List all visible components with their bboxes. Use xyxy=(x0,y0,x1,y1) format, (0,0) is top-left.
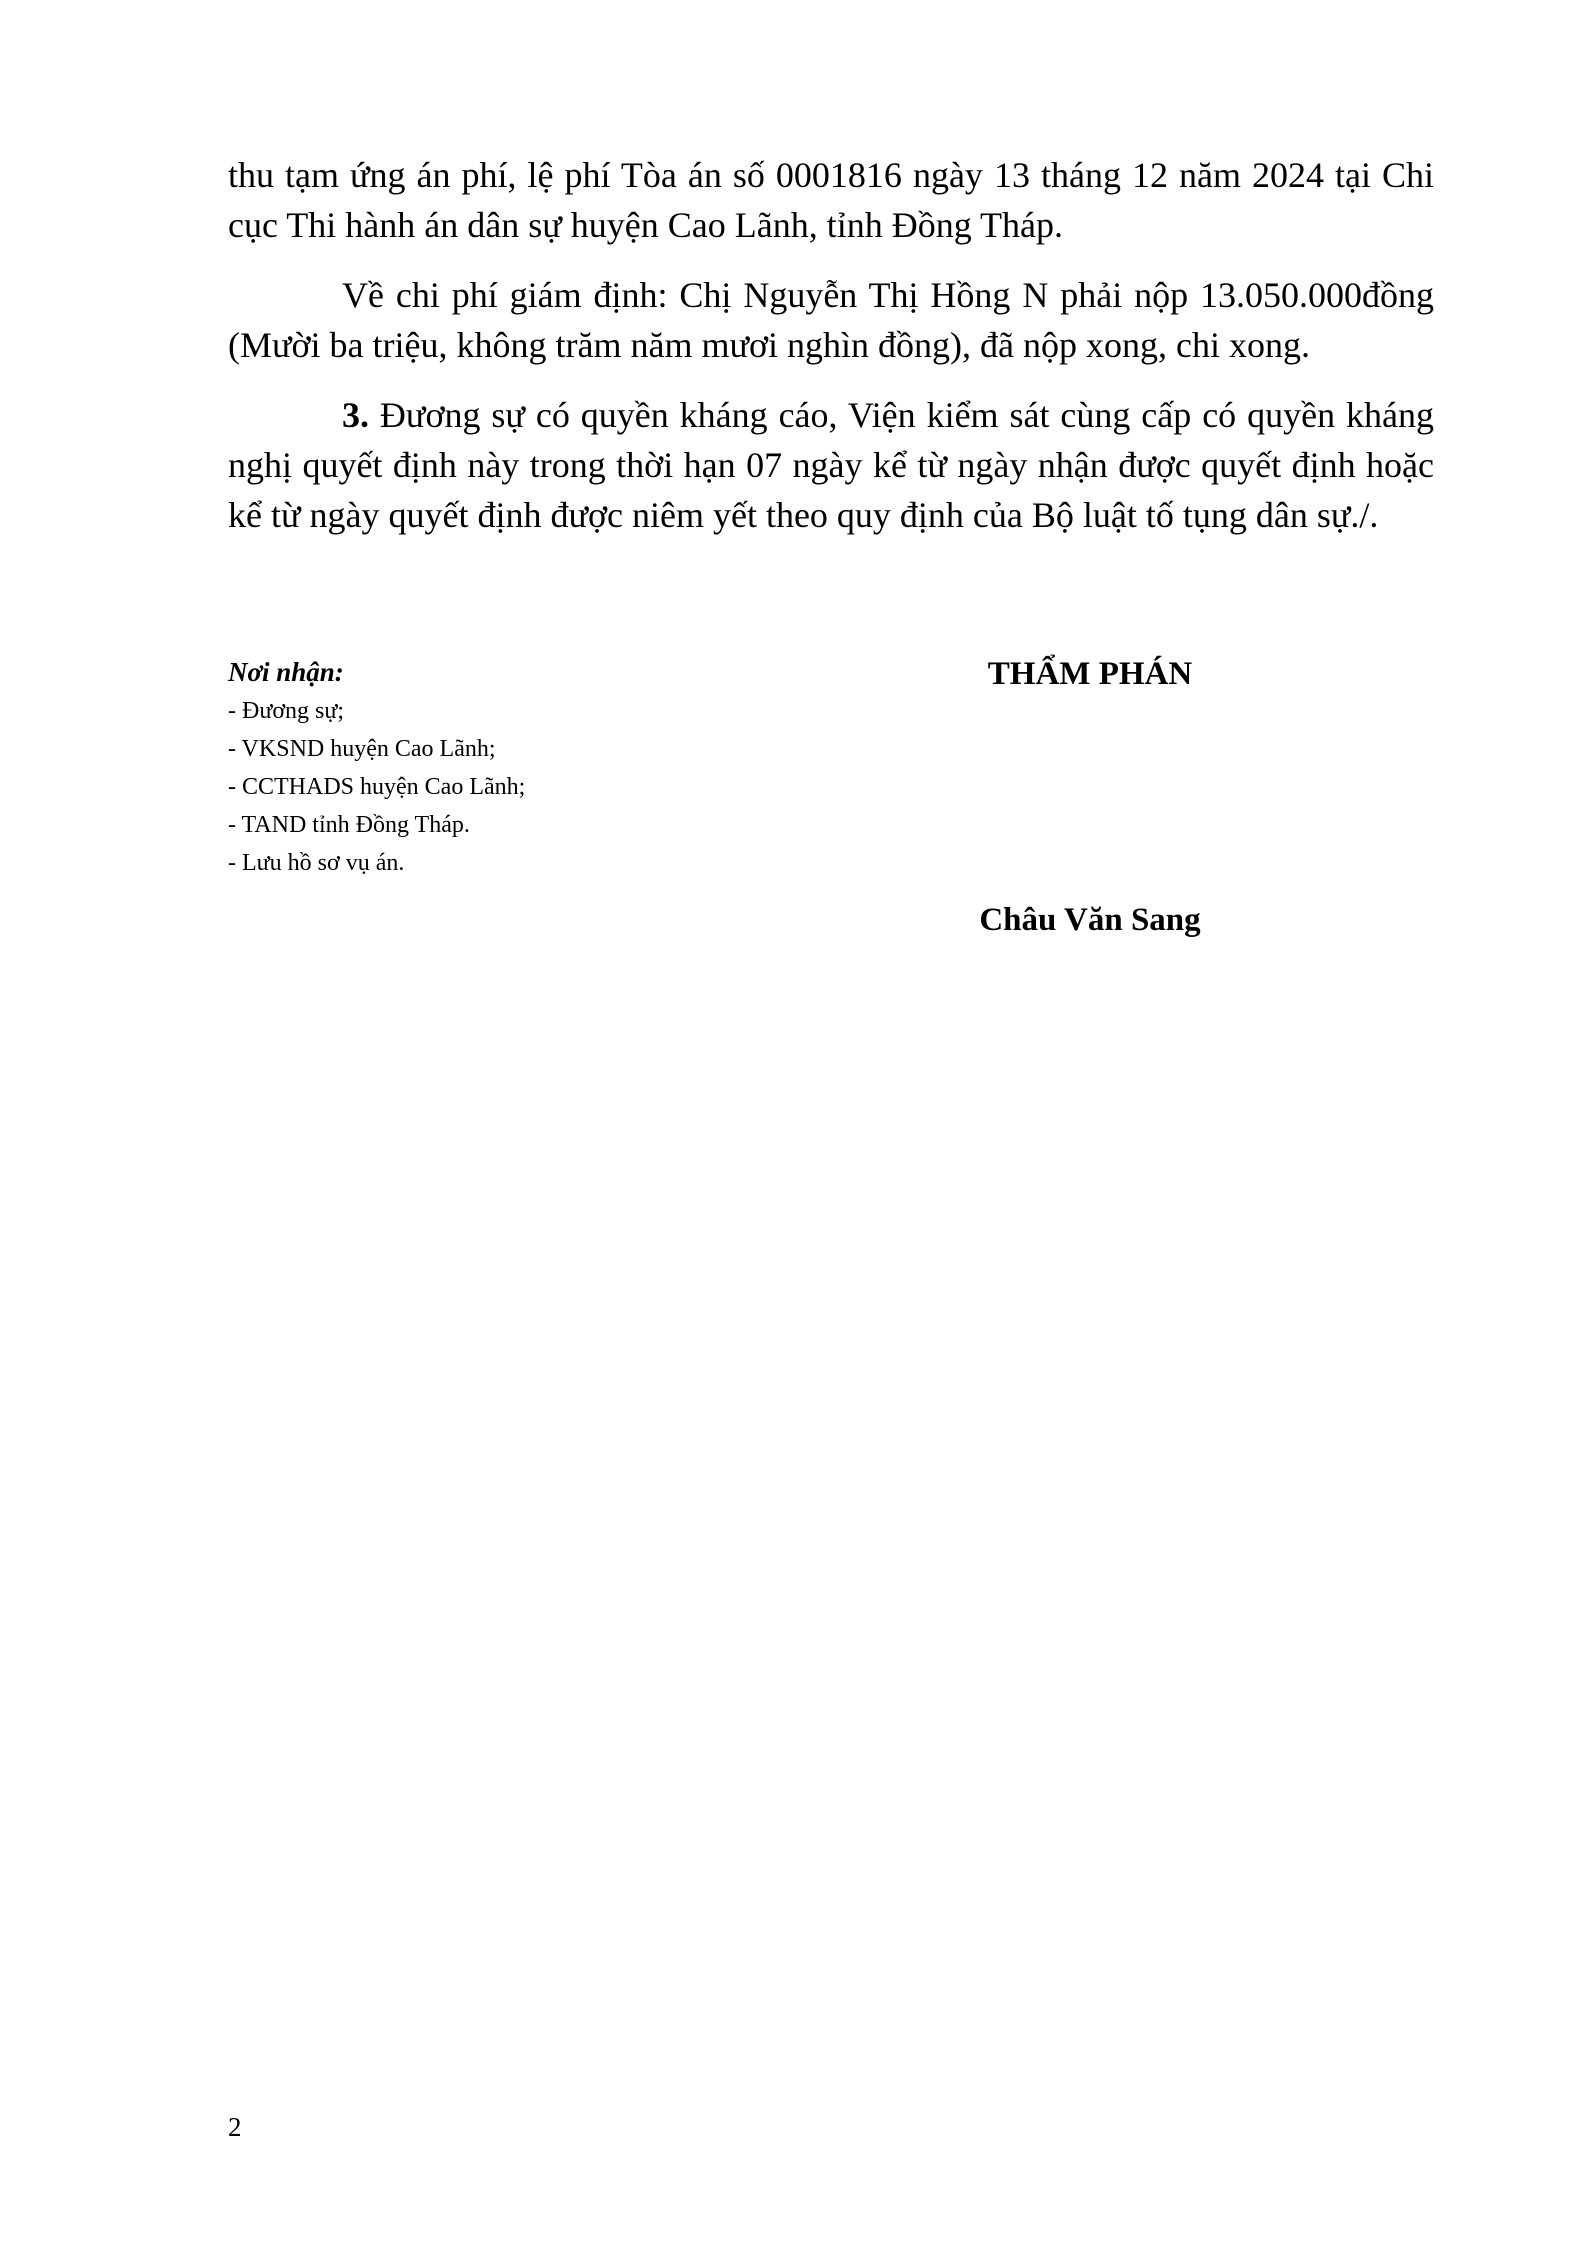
recipients-heading: Nơi nhận: xyxy=(228,657,344,687)
document-body xyxy=(228,150,1434,560)
paragraph-appraisal-cost: Về chi phí giám định: Chị Nguyễn Thị Hồng N phải nộp 13.050.000đồng (Mười ba triệu, không trăm năm mươi nghìn đồng), đã nộp xong, chi xong. xyxy=(228,275,1434,365)
page-number: 2 xyxy=(228,2112,242,2142)
recipients-block xyxy=(228,654,828,882)
recipient-item: - CCTHADS huyện Cao Lãnh; xyxy=(228,774,526,800)
signature-title: THẨM PHÁN xyxy=(987,656,1193,692)
signer-name: Châu Văn Sang xyxy=(979,902,1201,938)
recipient-item: - VKSND huyện Cao Lãnh; xyxy=(228,736,496,762)
recipient-item: - Đương sự; xyxy=(228,698,345,724)
recipient-item: - Lưu hồ sơ vụ án. xyxy=(228,850,405,876)
paragraph-appeal-rights xyxy=(228,390,1434,540)
item-number: 3. xyxy=(342,395,369,435)
recipient-item: - TAND tỉnh Đồng Tháp. xyxy=(228,812,470,838)
item-text: Đương sự có quyền kháng cáo, Viện kiểm sát cùng cấp có quyền kháng nghị quyết định này trong thời hạn 07 ngày kể từ ngày nhận được quyết định hoặc kể từ ngày quyết định được niêm yết theo quy định của Bộ luật tố tụng dân sự./. xyxy=(228,395,1434,535)
paragraph-fee-receipt: thu tạm ứng án phí, lệ phí Tòa án số 0001816 ngày 13 tháng 12 năm 2024 tại Chi cục Thi hành án dân sự huyện Cao Lãnh, tỉnh Đồng Tháp. xyxy=(228,155,1434,245)
